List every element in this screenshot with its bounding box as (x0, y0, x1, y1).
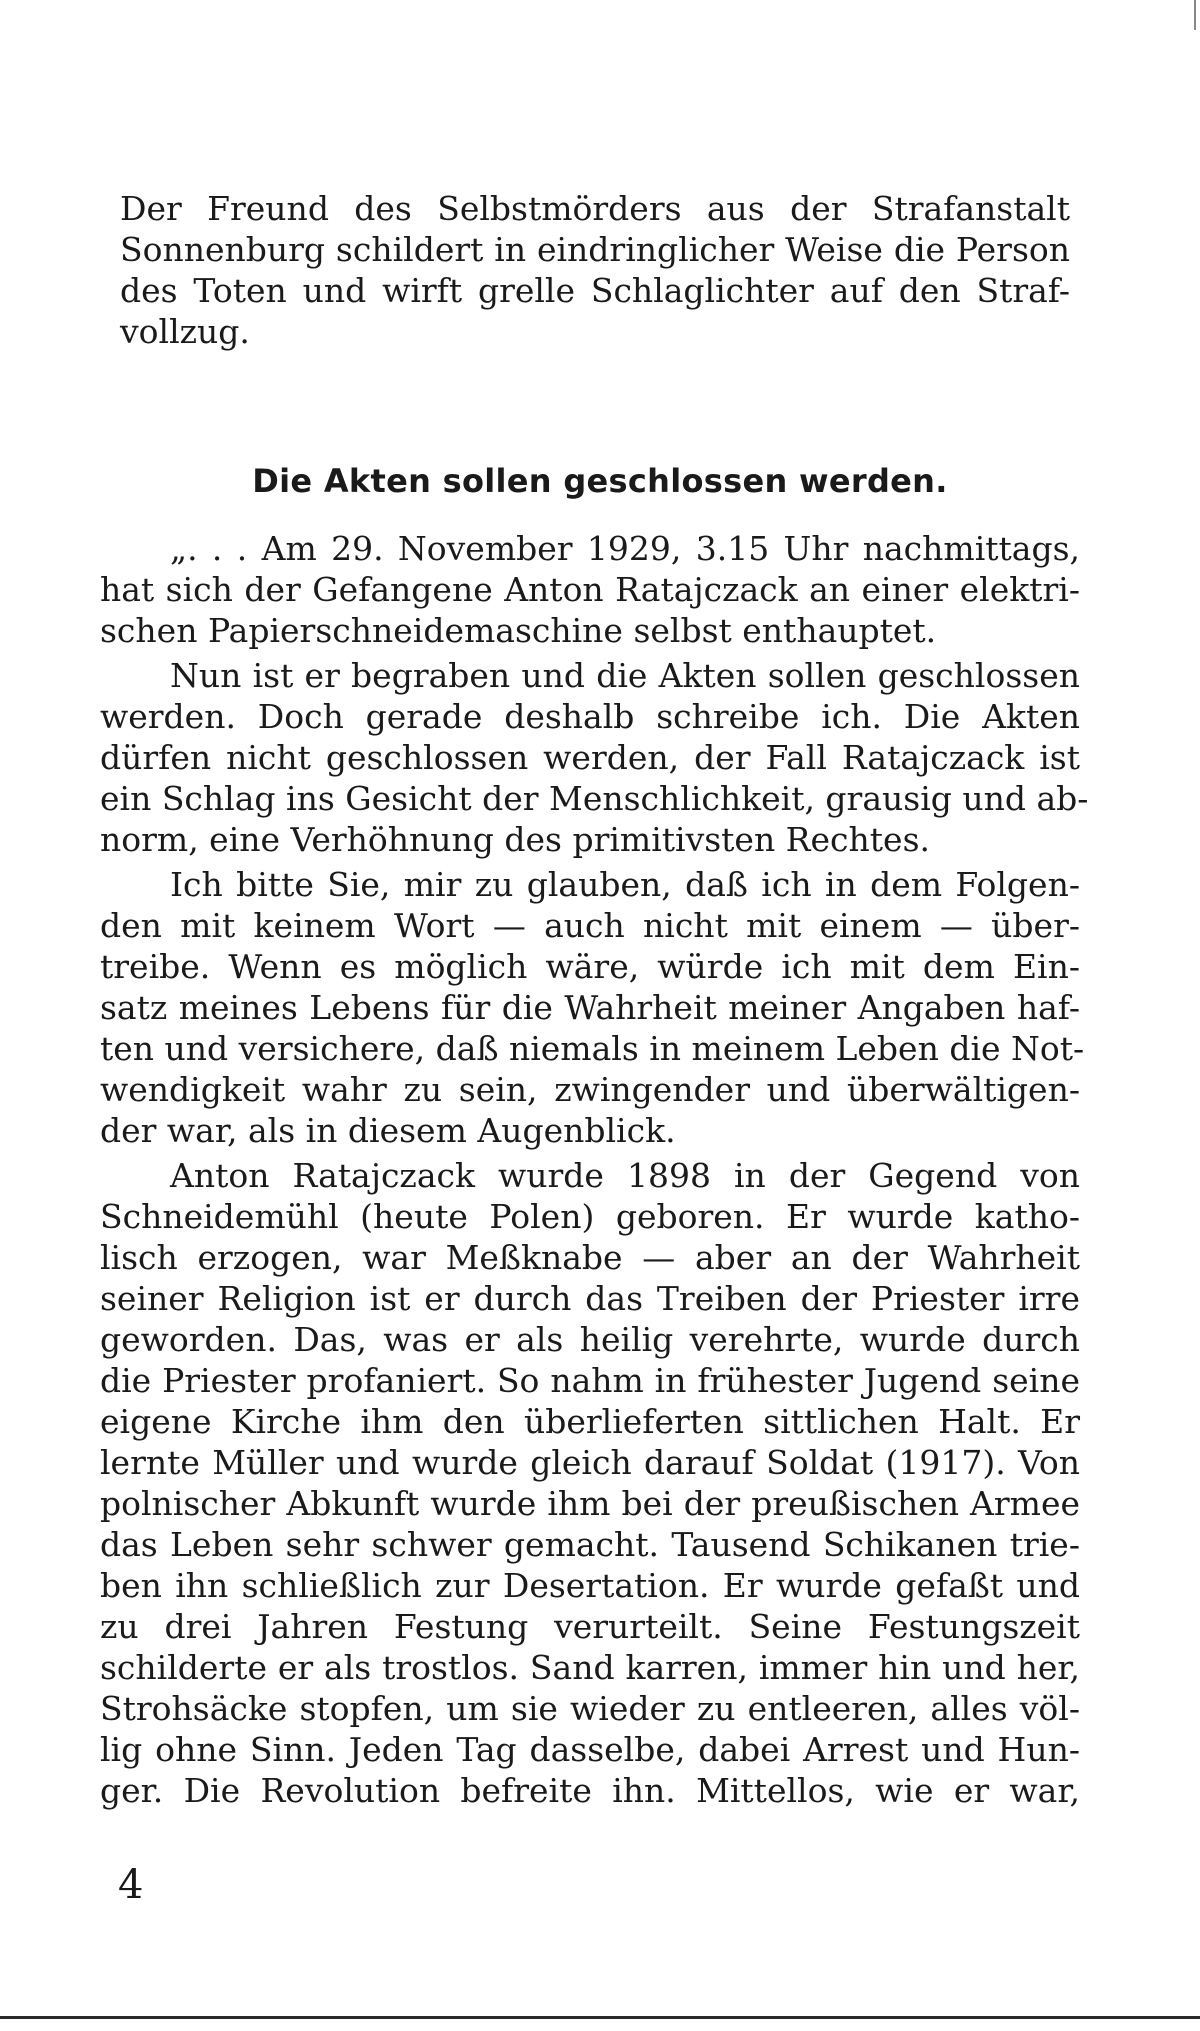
text-line: den mit keinem Wort — auch nicht mit einem — über- (100, 906, 1080, 945)
section-heading: Die Akten sollen geschlossen werden. (252, 462, 948, 500)
intro-line: vollzug. (120, 312, 250, 351)
text-line: zu drei Jahren Festung verurteilt. Seine Festungszeit (100, 1607, 1080, 1646)
page-edge-mark (1194, 0, 1196, 30)
text-line: polnischer Abkunft wurde ihm bei der preußischen Armee (100, 1484, 1080, 1523)
text-line: wendigkeit wahr zu sein, zwingender und überwältigen- (100, 1070, 1080, 1109)
paragraph (100, 655, 1089, 860)
text-line: ten und versichere, daß niemals in meinem Leben die Not- (100, 1029, 1085, 1068)
text-line: Anton Ratajczack wurde 1898 in der Gegend von (170, 1156, 1080, 1195)
intro-line: Sonnenburg schildert in eindringlicher Weise die Person (120, 230, 1070, 269)
paragraph (100, 528, 1080, 651)
text-line: seiner Religion ist er durch das Treiben der Priester irre (100, 1279, 1080, 1318)
text-line: „. . . Am 29. November 1929, 3.15 Uhr nachmittags, (170, 529, 1080, 568)
text-line: der war, als in diesem Augenblick. (100, 1111, 676, 1150)
text-line: das Leben sehr schwer gemacht. Tausend Schikanen trie- (100, 1525, 1080, 1564)
paragraph (100, 1155, 1080, 1811)
intro-line: Der Freund des Selbstmörders aus der Strafanstalt (120, 189, 1070, 228)
text-line: lig ohne Sinn. Jeden Tag dasselbe, dabei Arrest und Hun- (100, 1730, 1080, 1769)
intro-line: des Toten und wirft grelle Schlaglichter auf den Straf- (120, 271, 1070, 310)
text-line: ger. Die Revolution befreite ihn. Mittellos, wie er war, (100, 1771, 1080, 1810)
intro-paragraph (120, 188, 1070, 352)
paragraph (100, 864, 1085, 1151)
text-line: lisch erzogen, war Meßknabe — aber an der Wahrheit (100, 1238, 1080, 1277)
text-line: treibe. Wenn es möglich wäre, würde ich mit dem Ein- (100, 947, 1080, 986)
text-line: werden. Doch gerade deshalb schreibe ich. Die Akten (100, 697, 1080, 736)
text-line: eigene Kirche ihm den überlieferten sittlichen Halt. Er (100, 1402, 1080, 1441)
text-line: Ich bitte Sie, mir zu glauben, daß ich in dem Folgen- (170, 865, 1080, 904)
page-number: 4 (118, 1862, 144, 1908)
text-line: norm, eine Verhöhnung des primitivsten Rechtes. (100, 820, 931, 859)
text-line: Schneidemühl (heute Polen) geboren. Er wurde katho- (100, 1197, 1080, 1236)
text-line: die Priester profaniert. So nahm in frühester Jugend seine (100, 1361, 1080, 1400)
text-line: schen Papierschneidemaschine selbst enthauptet. (100, 611, 937, 650)
text-line: geworden. Das, was er als heilig verehrte, wurde durch (100, 1320, 1080, 1359)
text-line: lernte Müller und wurde gleich darauf Soldat (1917). Von (100, 1443, 1080, 1482)
text-line: satz meines Lebens für die Wahrheit meiner Angaben haf- (100, 988, 1080, 1027)
body-text (100, 528, 1089, 1815)
text-line: dürfen nicht geschlossen werden, der Fall Ratajczack ist (100, 738, 1080, 777)
text-line: hat sich der Gefangene Anton Ratajczack an einer elektri- (100, 570, 1080, 609)
text-line: Nun ist er begraben und die Akten sollen geschlossen (170, 656, 1080, 695)
text-line: schilderte er als trostlos. Sand karren, immer hin und her, (100, 1648, 1080, 1687)
text-line: ein Schlag ins Gesicht der Menschlichkeit, grausig und ab- (100, 779, 1089, 818)
text-line: ben ihn schließlich zur Desertation. Er wurde gefaßt und (100, 1566, 1080, 1605)
text-line: Strohsäcke stopfen, um sie wieder zu entleeren, alles völ- (100, 1689, 1080, 1728)
bottom-rule (0, 2016, 1200, 2019)
